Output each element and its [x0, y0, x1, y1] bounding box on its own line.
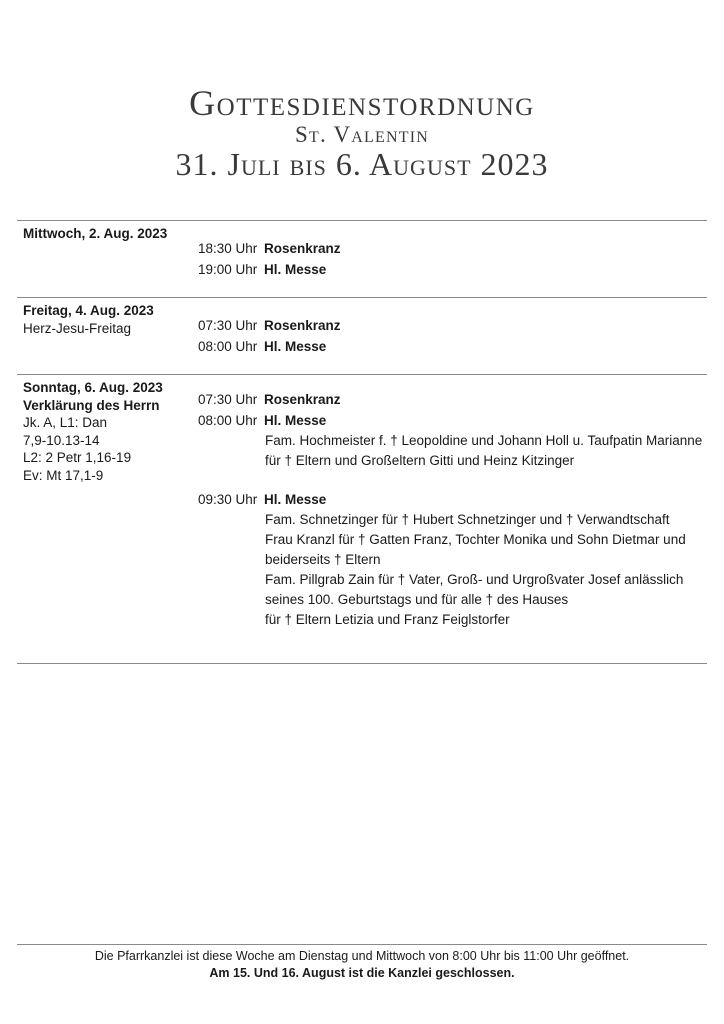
- service-time: 09:30 Uhr: [198, 492, 258, 507]
- mass-intention: für † Eltern und Großeltern Gitti und Heinz Kitzinger: [265, 453, 575, 468]
- reading: Ev: Mt 17,1-9: [23, 467, 104, 483]
- service-time: 19:00 Uhr: [198, 262, 258, 277]
- service-time: 07:30 Uhr: [198, 392, 258, 407]
- service-list: [198, 389, 708, 630]
- service-row: [198, 489, 708, 510]
- date-range: 31. Juli bis 6. August 2023: [175, 146, 549, 182]
- service-time: 08:00 Uhr: [198, 339, 258, 354]
- service-name: Hl. Messe: [264, 492, 327, 507]
- reading: 7,9-10.13-14: [23, 432, 100, 448]
- service-name: Rosenkranz: [264, 318, 341, 333]
- feast-name: Verklärung des Herrn: [23, 397, 160, 413]
- service-list: [198, 238, 708, 280]
- service-row: [198, 315, 708, 336]
- mass-intention: für † Eltern Letizia und Franz Feiglstorfer: [265, 612, 510, 627]
- service-row: [198, 410, 708, 431]
- day-section-sunday: [17, 375, 707, 663]
- parish-name: St. Valentin: [295, 122, 429, 147]
- divider: [17, 663, 707, 664]
- day-note: Herz-Jesu-Freitag: [23, 320, 132, 336]
- day-date: Sonntag, 6. Aug. 2023: [23, 380, 163, 395]
- service-name: Rosenkranz: [264, 392, 341, 407]
- day-date: Freitag, 4. Aug. 2023: [23, 303, 154, 318]
- service-time: 18:30 Uhr: [198, 241, 258, 256]
- day-label: [23, 302, 193, 337]
- service-name: Rosenkranz: [264, 241, 341, 256]
- reading: Jk. A, L1: Dan: [23, 415, 108, 430]
- mass-intention: Fam. Hochmeister f. † Leopoldine und Johann Holl u. Taufpatin Marianne: [265, 433, 703, 448]
- service-name: Hl. Messe: [264, 339, 327, 354]
- service-name: Hl. Messe: [264, 262, 327, 277]
- office-closed-note: Am 15. Und 16. August ist die Kanzlei geschlossen.: [209, 966, 515, 980]
- service-list: [198, 315, 708, 357]
- service-row: [198, 238, 708, 259]
- day-label: [23, 379, 193, 484]
- footer-divider: [17, 944, 707, 945]
- office-hours-note: Die Pfarrkanzlei ist diese Woche am Dienstag und Mittwoch von 8:00 Uhr bis 11:00 Uhr geöffnet.: [94, 949, 630, 963]
- service-time: 08:00 Uhr: [198, 413, 258, 428]
- mass-intention: Frau Kranzl für † Gatten Franz, Tochter Monika und Sohn Dietmar und beiderseits † Eltern: [265, 532, 686, 567]
- day-section-friday: [17, 298, 707, 374]
- mass-intention: Fam. Schnetzinger für † Hubert Schnetzinger und † Verwandtschaft: [265, 512, 670, 527]
- mass-intention: Fam. Pillgrab Zain für † Vater, Groß- und Urgroßvater Josef anlässlich seines 100. Geburtstags und für alle † des Hauses: [265, 572, 684, 607]
- service-row: [198, 389, 708, 410]
- service-time: 07:30 Uhr: [198, 318, 258, 333]
- service-row: [198, 336, 708, 357]
- day-date: Mittwoch, 2. Aug. 2023: [23, 226, 168, 241]
- service-name: Hl. Messe: [264, 413, 327, 428]
- day-section-wednesday: [17, 221, 707, 297]
- page-title: Gottesdienstordnung: [189, 83, 535, 123]
- day-label: [23, 225, 193, 243]
- service-row: [198, 259, 708, 280]
- reading: L2: 2 Petr 1,16-19: [23, 450, 132, 465]
